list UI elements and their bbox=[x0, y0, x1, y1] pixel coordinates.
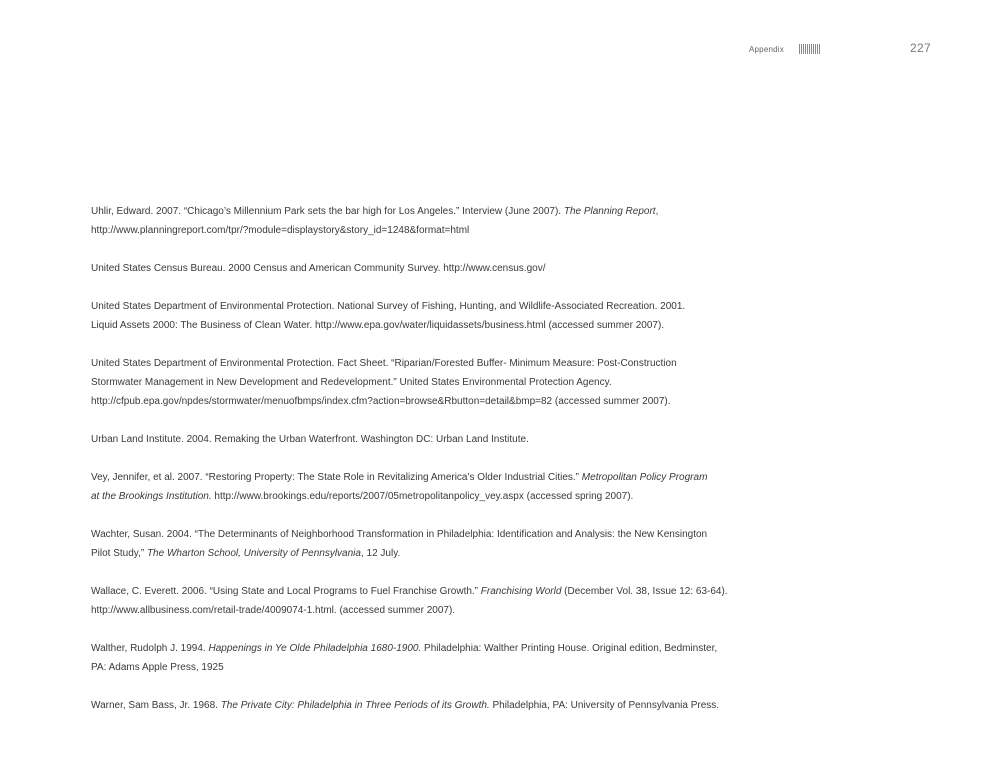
reference-line bbox=[91, 392, 811, 411]
running-header bbox=[0, 41, 1000, 58]
reference-entry bbox=[91, 582, 811, 620]
reference-line bbox=[91, 696, 811, 715]
section-label: Appendix bbox=[749, 45, 784, 54]
reference-text: (December Vol. 38, Issue 12: 63-64). bbox=[561, 586, 728, 597]
reference-line bbox=[91, 316, 811, 335]
reference-text: Pilot Study,” bbox=[91, 548, 147, 559]
reference-text: Stormwater Management in New Development and Redevelopment.” United States Environmental Protection Agency. bbox=[91, 377, 612, 388]
reference-text: Liquid Assets 2000: The Business of Clean Water. http://www.epa.gov/water/liquidassets/business.html (accessed summer 2007). bbox=[91, 320, 665, 331]
reference-line bbox=[91, 582, 811, 601]
reference-text: http://www.brookings.edu/reports/2007/05metropolitanpolicy_vey.aspx (accessed spring 2007). bbox=[211, 491, 634, 502]
reference-line bbox=[91, 430, 811, 449]
reference-entry bbox=[91, 202, 811, 240]
reference-line bbox=[91, 297, 811, 316]
reference-line bbox=[91, 373, 811, 392]
reference-text: , bbox=[655, 206, 659, 217]
reference-line bbox=[91, 221, 811, 240]
reference-line bbox=[91, 639, 811, 658]
reference-line bbox=[91, 544, 811, 563]
reference-text: Philadelphia, PA: University of Pennsylvania Press. bbox=[489, 700, 720, 711]
reference-text: Wallace, C. Everett. 2006. “Using State and Local Programs to Fuel Franchise Growth.” bbox=[91, 586, 481, 597]
reference-line bbox=[91, 468, 811, 487]
page-number: 227 bbox=[910, 41, 931, 55]
reference-line bbox=[91, 354, 811, 373]
reference-text: Walther, Rudolph J. 1994. bbox=[91, 643, 209, 654]
reference-title-italic: The Planning Report bbox=[563, 206, 656, 217]
reference-entry bbox=[91, 430, 811, 449]
reference-text: Philadelphia: Walther Printing House. Original edition, Bedminster, bbox=[421, 643, 718, 654]
reference-text: http://cfpub.epa.gov/npdes/stormwater/menuofbmps/index.cfm?action=browse&Rbutton=detail&bmp=82 (accessed summer 2007). bbox=[91, 396, 671, 407]
reference-text: United States Department of Environmental Protection. Fact Sheet. “Riparian/Forested Buffer- Minimum Measure: Post-Construction bbox=[91, 358, 677, 369]
reference-entry bbox=[91, 259, 811, 278]
reference-title-italic: Happenings in Ye Olde Philadelphia 1680-1900. bbox=[208, 643, 422, 654]
barcode-decoration bbox=[799, 44, 821, 54]
reference-title-italic: Metropolitan Policy Program bbox=[581, 472, 708, 483]
reference-text: , 12 July. bbox=[360, 548, 401, 559]
reference-entry bbox=[91, 354, 811, 411]
reference-entry bbox=[91, 468, 811, 506]
reference-text: United States Department of Environmental Protection. National Survey of Fishing, Hunting, and Wildlife-Associated Recreation. 2001. bbox=[91, 301, 686, 312]
reference-text: Warner, Sam Bass, Jr. 1968. bbox=[91, 700, 221, 711]
reference-entry bbox=[91, 696, 811, 715]
reference-text: United States Census Bureau. 2000 Census and American Community Survey. http://www.census.gov/ bbox=[91, 263, 546, 274]
reference-list bbox=[91, 202, 811, 734]
reference-line bbox=[91, 259, 811, 278]
reference-text: http://www.allbusiness.com/retail-trade/4009074-1.html. (accessed summer 2007). bbox=[91, 605, 456, 616]
reference-entry bbox=[91, 525, 811, 563]
reference-text: Uhlir, Edward. 2007. “Chicago’s Millennium Park sets the bar high for Los Angeles.” Interview (June 2007). bbox=[91, 206, 564, 217]
reference-line bbox=[91, 525, 811, 544]
reference-title-italic: Franchising World bbox=[480, 586, 562, 597]
reference-title-italic: The Private City: Philadelphia in Three Periods of its Growth. bbox=[220, 700, 490, 711]
reference-entry bbox=[91, 639, 811, 677]
reference-entry bbox=[91, 297, 811, 335]
reference-text: Wachter, Susan. 2004. “The Determinants of Neighborhood Transformation in Philadelphia: Identification and Analysis: the New Kensington bbox=[91, 529, 708, 540]
reference-title-italic: The Wharton School, University of Pennsylvania bbox=[146, 548, 361, 559]
reference-text: PA: Adams Apple Press, 1925 bbox=[91, 662, 224, 673]
reference-line bbox=[91, 601, 811, 620]
reference-text: Vey, Jennifer, et al. 2007. “Restoring Property: The State Role in Revitalizing America’s Older Industrial Cities.” bbox=[91, 472, 582, 483]
reference-title-italic: at the Brookings Institution. bbox=[91, 491, 212, 502]
reference-text: http://www.planningreport.com/tpr/?module=displaystory&story_id=1248&format=html bbox=[91, 225, 470, 236]
reference-line bbox=[91, 202, 811, 221]
reference-line bbox=[91, 658, 811, 677]
reference-text: Urban Land Institute. 2004. Remaking the Urban Waterfront. Washington DC: Urban Land Institute. bbox=[91, 434, 529, 445]
reference-line bbox=[91, 487, 811, 506]
